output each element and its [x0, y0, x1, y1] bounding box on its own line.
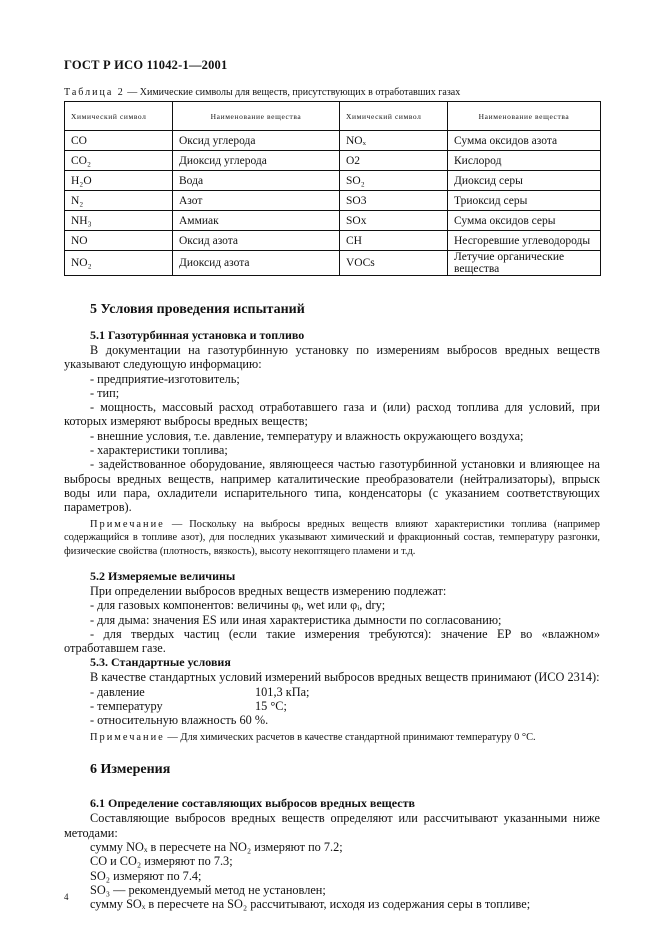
chemical-symbol-cell: CO₂ [65, 151, 173, 171]
chemical-symbol-cell: H₂O [65, 171, 173, 191]
substance-name-cell: Диоксид серы [448, 171, 601, 191]
document-page [64, 58, 600, 912]
chemical-symbol-cell: NOₓ [340, 131, 448, 151]
paragraph: В качестве стандартных условий измерений выбросов вредных веществ принимают (ИСО 2314): [90, 670, 600, 685]
table-row [65, 191, 601, 211]
list-item: SO₂ измеряют по 7.4; [90, 868, 202, 883]
table-caption-label: Таблица 2 [64, 87, 125, 98]
substance-name-cell: Диоксид углерода [173, 151, 340, 171]
chemical-symbol-cell: NO [65, 231, 173, 251]
substance-name-cell: Диоксид азота [173, 251, 340, 276]
chemical-symbol-cell: O2 [340, 151, 448, 171]
substance-name-cell: Несгоревшие углеводороды [448, 231, 601, 251]
list-item: - мощность, массовый расход отработавшего газа и (или) расход топлива для условий, при которых измеряют выбросы вредных веществ; [64, 400, 600, 429]
list-item: - предприятие-изготовитель; [90, 371, 240, 386]
list-item: - для газовых компонентов: величины φᵢ, wet или φᵢ, dry; [90, 598, 386, 613]
condition-item [64, 685, 600, 699]
paragraph: В документации на газотурбинную установку по измерениям выбросов вредных веществ указывают следующую информацию: [64, 343, 600, 372]
note [64, 518, 600, 559]
condition-label: - температуру [90, 699, 163, 714]
list-item: - для дыма: значения ES или иная характеристика дымности по согласованию; [90, 612, 502, 627]
table-caption-text: — Химические символы для веществ, присутствующих в отработавших газах [124, 87, 461, 98]
substance-name-cell: Летучие органические вещества [448, 251, 601, 276]
section-5-3-title: 5.3. Стандартные условия [90, 655, 231, 670]
list-item: CO и CO₂ измеряют по 7.3; [90, 854, 233, 869]
chemical-symbol-cell: SOx [340, 211, 448, 231]
column-header: Химический символ [340, 102, 448, 131]
substance-name-cell: Сумма оксидов серы [448, 211, 601, 231]
page-number: 4 [64, 892, 69, 902]
column-header: Химический символ [65, 102, 173, 131]
substance-name-cell: Кислород [448, 151, 601, 171]
chemical-symbol-cell: CH [340, 231, 448, 251]
paragraph: При определении выбросов вредных веществ измерению подлежат: [90, 583, 447, 598]
note-label: Примечание [90, 731, 165, 743]
note-text: — Для химических расчетов в качестве стандартной принимают температуру 0 °С. [164, 731, 536, 743]
list-item: - внешние условия, т.е. давление, температуру и влажность окружающего воздуха; [90, 428, 524, 443]
condition-item [64, 713, 600, 727]
table-row [65, 131, 601, 151]
section-5-2-title: 5.2 Измеряемые величины [90, 568, 236, 583]
list-item: сумму SOₓ в пересчете на SO₂ рассчитывают, исходя из содержания серы в топливе; [90, 897, 531, 912]
table-caption [64, 87, 600, 98]
substance-name-cell: Триоксид серы [448, 191, 601, 211]
section-5-title: 5 Условия проведения испытаний [90, 302, 305, 317]
list-item: - для твердых частиц (если такие измерения требуются): значение EP во «влажном» отработавшем газе. [64, 626, 600, 656]
table-row [65, 171, 601, 191]
note-text: — Поскольку на выбросы вредных веществ влияют характеристики топлива (например содержащийся в топливе азот), для последних указывают химический и фракционный состав, температуру разгонки, физические свойства (плотность, вязкость), высоту некоптящего пламени и т.д. [64, 518, 600, 558]
table-row [65, 151, 601, 171]
substance-name-cell: Сумма оксидов азота [448, 131, 601, 151]
substance-name-cell: Оксид углерода [173, 131, 340, 151]
list-item: сумму NOₓ в пересчете на NO₂ измеряют по 7.2; [90, 840, 343, 855]
chemical-symbol-cell: SO₂ [340, 171, 448, 191]
chemical-symbols-table [64, 101, 601, 276]
table-row [65, 211, 601, 231]
section-5-1-title: 5.1 Газотурбинная установка и топливо [90, 328, 305, 342]
condition-label: - давление [90, 684, 145, 699]
chemical-symbol-cell: NH₃ [65, 211, 173, 231]
list-item: - характеристики топлива; [90, 443, 228, 458]
substance-name-cell: Вода [173, 171, 340, 191]
substance-name-cell: Азот [173, 191, 340, 211]
chemical-symbol-cell: SO3 [340, 191, 448, 211]
substance-name-cell: Оксид азота [173, 231, 340, 251]
condition-value: 60 %. [239, 713, 269, 728]
note [64, 731, 600, 745]
list-item: SO₃ — рекомендуемый метод не установлен; [90, 882, 326, 897]
chemical-symbol-cell: CO [65, 131, 173, 151]
table-header-row [65, 102, 601, 131]
condition-label: - относительную влажность [90, 713, 237, 728]
section-6-title: 6 Измерения [90, 762, 171, 778]
chemical-symbol-cell: NO₂ [65, 251, 173, 276]
section-6-1-title: 6.1 Определение составляющих выбросов вредных веществ [90, 796, 415, 811]
chemical-symbol-cell: N₂ [65, 191, 173, 211]
condition-value: 101,3 кПа; [255, 684, 310, 699]
paragraph: Составляющие выбросов вредных веществ определяют или рассчитывают указанными ниже методами: [64, 811, 600, 840]
list-item: - тип; [90, 385, 120, 400]
document-header: ГОСТ Р ИСО 11042-1—2001 [64, 58, 228, 72]
column-header: Наименование вещества [448, 102, 601, 131]
substance-name-cell: Аммиак [173, 211, 340, 231]
list-item: - задействованное оборудование, являющееся частью газотурбинной установки и влияющее на выбросы вредных веществ, например каталитические преобразователи (нейтрализаторы), впрыск воды или пара, охладители испарительного типа, конденсаторы (с указанием соответствующих параметров). [64, 457, 600, 515]
column-header: Наименование вещества [173, 102, 340, 131]
condition-item [64, 699, 600, 713]
table-row [65, 231, 601, 251]
table-row [65, 251, 601, 276]
chemical-symbol-cell: VOCs [340, 251, 448, 276]
condition-value: 15 °С; [255, 699, 287, 714]
note-label: Примечание [90, 518, 165, 530]
